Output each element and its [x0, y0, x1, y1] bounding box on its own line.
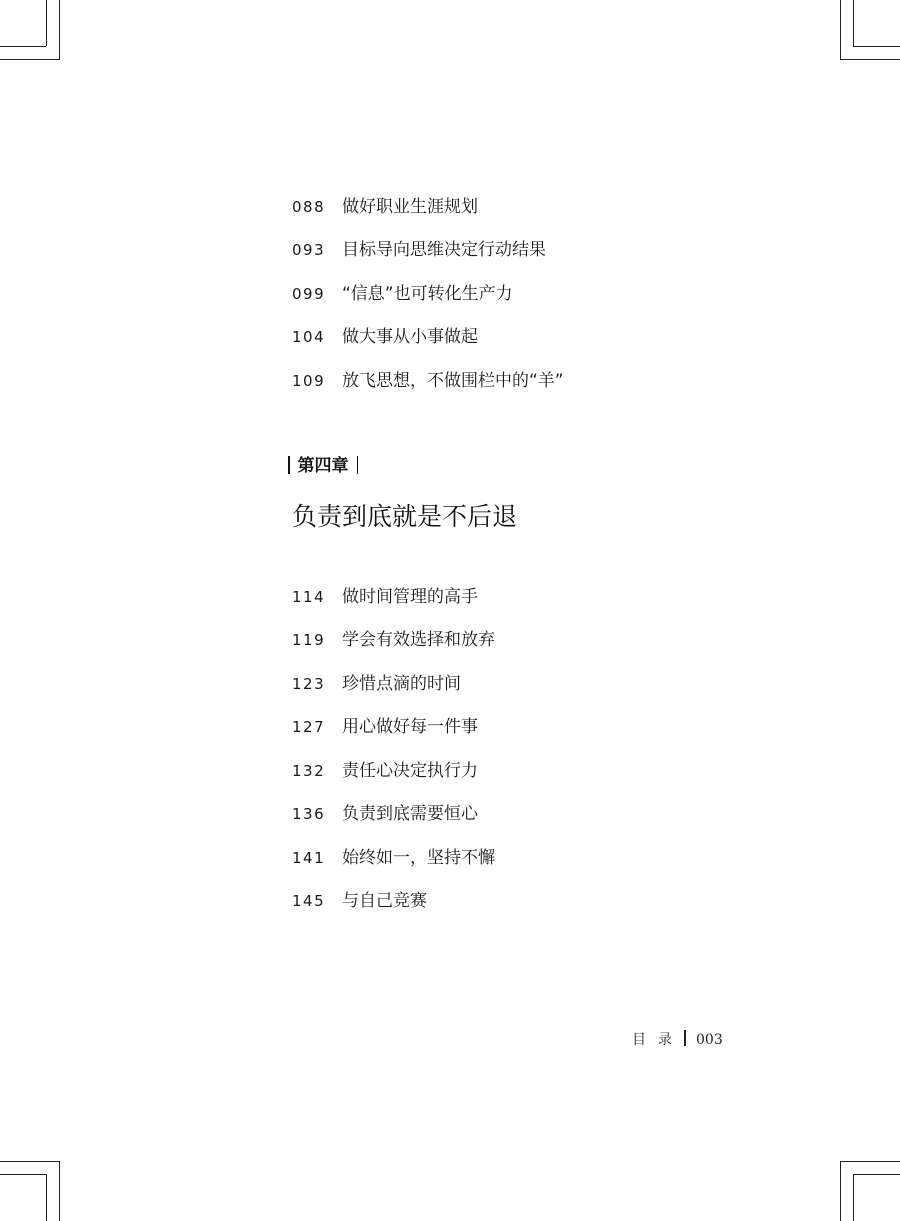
- toc-entry[interactable]: [292, 582, 478, 612]
- toc-entry-title: 始终如一，坚持不懈: [342, 848, 495, 868]
- toc-entry[interactable]: [292, 192, 478, 222]
- toc-entry-title: 做大事从小事做起: [342, 327, 478, 347]
- toc-entry[interactable]: [292, 799, 478, 829]
- page-footer: [632, 1026, 723, 1052]
- toc-entry-page: 088: [292, 198, 326, 216]
- chapter-title: 负责到底就是不后退: [292, 502, 518, 531]
- toc-entry-page: 099: [292, 285, 326, 303]
- toc-entry-title: “信息”也可转化生产力: [342, 284, 513, 304]
- toc-entry-page: 109: [292, 372, 326, 390]
- toc-entry-title: 做好职业生涯规划: [342, 197, 478, 217]
- toc-entry-title: 用心做好每一件事: [342, 717, 478, 737]
- chapter-label-text: 第四章: [297, 456, 349, 476]
- toc-entry-page: 119: [292, 631, 326, 649]
- footer-section-label: 目录: [632, 1032, 684, 1048]
- toc-entry[interactable]: [292, 843, 495, 873]
- toc-entry[interactable]: [292, 279, 513, 309]
- toc-entry-page: 127: [292, 718, 326, 736]
- toc-entry[interactable]: [292, 712, 478, 742]
- toc-entry-page: 132: [292, 762, 326, 780]
- toc-entry-page: 104: [292, 328, 326, 346]
- toc-entry[interactable]: [292, 756, 478, 786]
- footer-separator: [684, 1030, 686, 1046]
- toc-entry-page: 093: [292, 241, 326, 259]
- footer-page-number: 003: [696, 1032, 723, 1048]
- toc-entry[interactable]: [292, 886, 427, 916]
- toc-entry-page: 123: [292, 675, 326, 693]
- toc-entry-title: 与自己竞赛: [342, 891, 427, 911]
- toc-entry[interactable]: [292, 322, 478, 352]
- toc-entry-title: 学会有效选择和放弃: [342, 630, 495, 650]
- toc-entry-page: 145: [292, 892, 326, 910]
- toc-entry-title: 责任心决定执行力: [342, 761, 478, 781]
- chapter-label-right-bar: [357, 456, 359, 474]
- chapter-label-left-bar: [288, 456, 290, 474]
- toc-entry-title: 负责到底需要恒心: [342, 804, 478, 824]
- toc-entry-title: 放飞思想，不做围栏中的“羊”: [342, 371, 564, 391]
- toc-entry[interactable]: [292, 625, 495, 655]
- toc-entry[interactable]: [292, 669, 461, 699]
- toc-entry-title: 珍惜点滴的时间: [342, 674, 461, 694]
- toc-entry-title: 目标导向思维决定行动结果: [342, 240, 546, 260]
- toc-entry[interactable]: [292, 366, 564, 396]
- toc-entry-page: 114: [292, 588, 326, 606]
- chapter-label: [280, 452, 366, 480]
- toc-entry-page: 141: [292, 849, 326, 867]
- toc-entry[interactable]: [292, 235, 546, 265]
- toc-entry-page: 136: [292, 805, 326, 823]
- toc-entry-title: 做时间管理的高手: [342, 587, 478, 607]
